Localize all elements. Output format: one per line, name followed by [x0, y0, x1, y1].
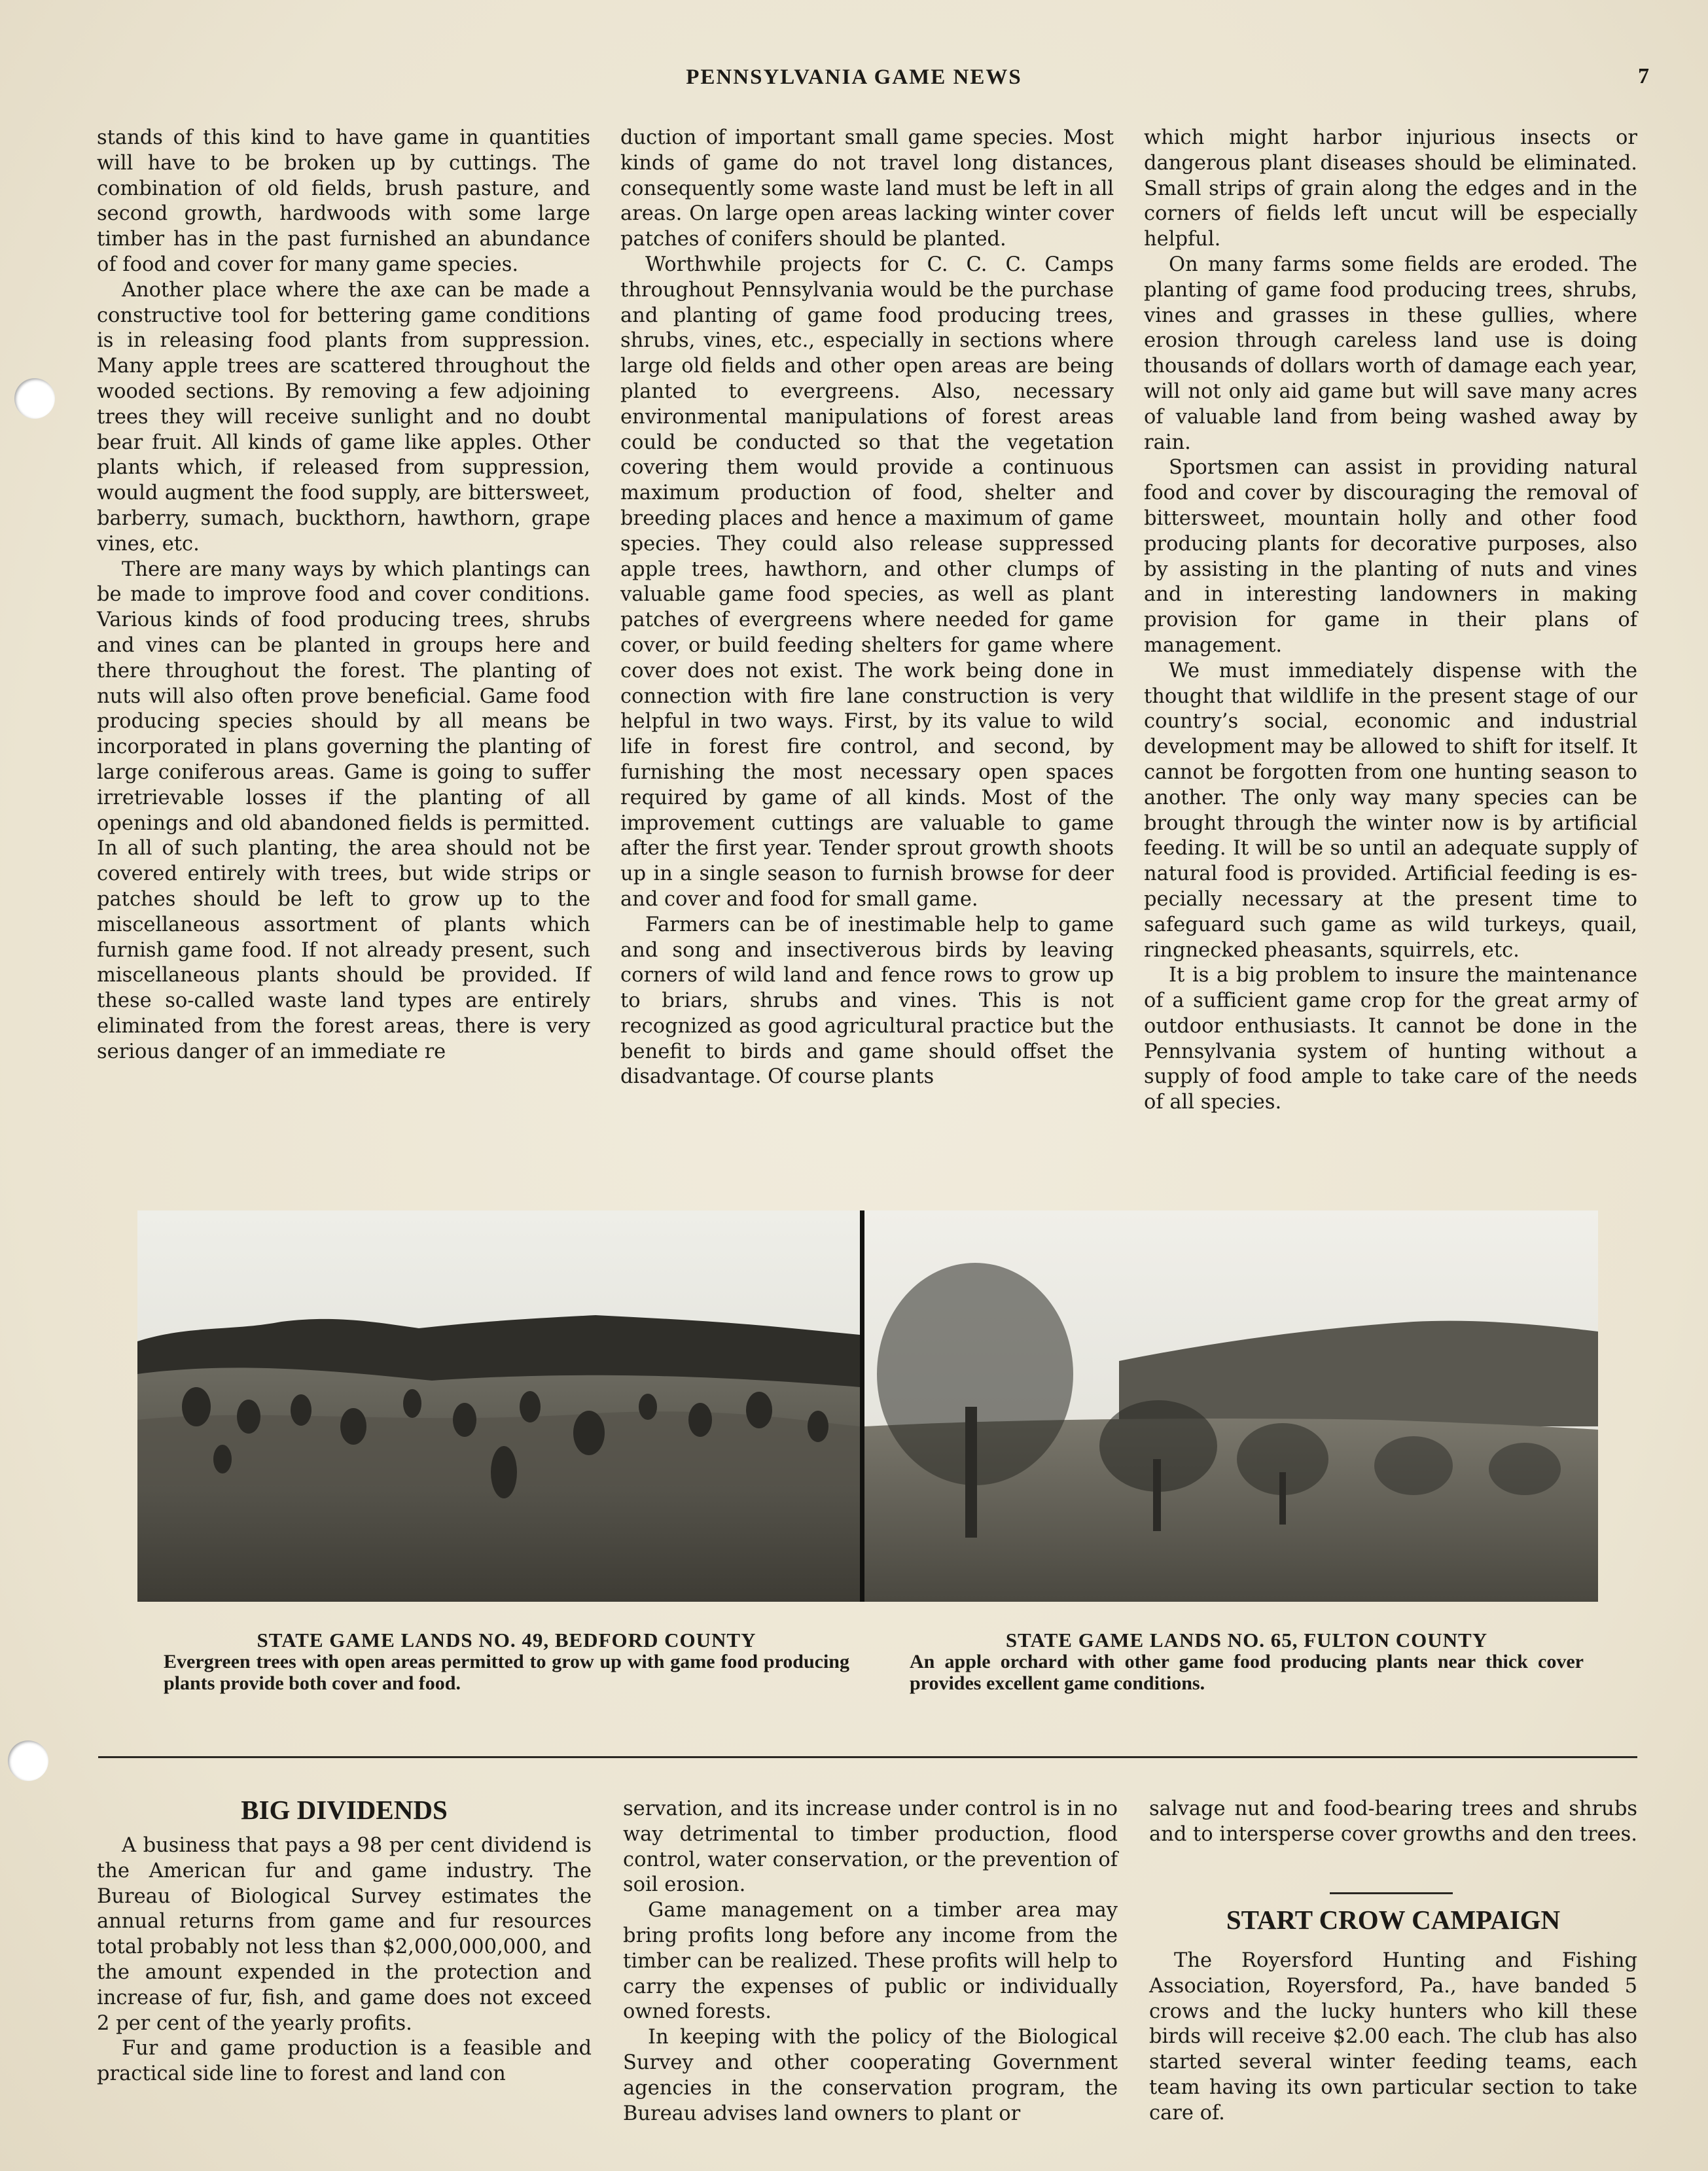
big-dividends-column-3: [1149, 1797, 1637, 1848]
crow-campaign-heading: START CROW CAMPAIGN: [1226, 1905, 1561, 1935]
paragraph: salvage nut and food-bearing trees and shrubs and to intersperse cover growths and den trees.: [1149, 1797, 1637, 1846]
paragraph: There are many ways by which plantings can be made to improve food and cover conditions. Various kinds of food producing trees, shrubs and vines can be planted in groups here and there throughout the forest. The planting of nuts will also often prove beneficial. Game food producing species should by all means be incorporated in plans governing the planting of large coniferous areas. Game is going to suffer irretrievable losses if the planting of all openings and old abandoned fields is permitted. In all of such planting, the area should not be covered entirely with trees, but wide strips or patches should be left to grow up to the miscellaneous assortment of plants which furnish game food. If not already present, such miscellaneous plants should be provided. If these so-called waste land types are entirely eliminated from the forest areas, there is very serious danger of an immediate re: [97, 557, 590, 1063]
big-dividends-column-2: [623, 1797, 1118, 2127]
article-column-2: [620, 126, 1114, 1090]
paragraph: servation, and its increase under control is in no way detrimental to timber production, flood control, water conservation, or the prevention of soil erosion.: [623, 1797, 1118, 1897]
paragraph: In keeping with the policy of the Biological Survey and other cooperating Government agencies in the conservation program, the Bureau advises land owners to plant or: [623, 2026, 1118, 2125]
page-number: 7: [1638, 64, 1649, 88]
article-column-1: [97, 126, 590, 1065]
big-dividends-heading: BIG DIVIDENDS: [241, 1795, 448, 1825]
photo-caption-right: [910, 1629, 1584, 1694]
paragraph: duction of important small game species. Most kinds of game do not travel long distances, consequently some waste land must be left in all areas. On large open areas lacking winter cover patches of conifers should be planted.: [620, 126, 1114, 251]
paragraph: On many farms some fields are eroded. The planting of game food producing trees, shrubs, vines and grasses in these gullies, where erosion through careless land use is doing thousands of dollars worth of damage each year, will not only aid game but will save many acres of valuable land from being washed away by rain.: [1144, 253, 1637, 454]
photo-bedford-county-game-lands: [137, 1210, 1598, 1602]
crow-campaign-article: [1149, 1949, 1637, 2127]
paragraph: stands of this kind to have game in quantities will have to be broken up by cuttings. The combination of old fields, brush pasture, and second growth, hardwoods with some large timber has in the past furnished an abundance of food and cover for many game species.: [97, 126, 590, 276]
article-column-3: [1144, 126, 1637, 1116]
caption-text: An apple orchard with other game food producing plants near thick cover provides excellent game conditions.: [910, 1651, 1584, 1694]
photo-strip: [137, 1210, 1598, 1602]
big-dividends-column-1: [97, 1833, 592, 2087]
short-divider: [1330, 1892, 1453, 1894]
paragraph: A business that pays a 98 per cent dividend is the American fur and game industry. The Bureau of Biological Survey estimates the annual returns from game and fur resources total probably not less than $2,000,000,000, and the amount expended in the protection and increase of fur, fish, and game does not exceed 2 per cent of the yearly profits.: [97, 1834, 592, 2035]
paragraph: which might harbor injurious insects or dangerous plant diseases should be eliminated. Small strips of grain along the edges and in the corners of fields left uncut will be especially helpful.: [1144, 126, 1637, 251]
paragraph: It is a big problem to insure the maintenance of a sufficient game crop for the great army of outdoor enthusiasts. It cannot be done in the Pennsylvania system of hunting without a supply of food ample to take care of the needs of all species.: [1144, 964, 1637, 1114]
photo-divider: [860, 1210, 864, 1602]
caption-title: STATE GAME LANDS NO. 49, BEDFORD COUNTY: [257, 1629, 756, 1651]
caption-text: Evergreen trees with open areas permitted to grow up with game food producing plants provide both cover and food.: [164, 1651, 849, 1694]
paragraph: Sportsmen can assist in providing natural food and cover by discouraging the removal of bittersweet, mountain holly and other food producing plants for decorative purposes, also by assisting in the planting of nuts and vines and in interesting landowners in making provision for game in their plans of management.: [1144, 456, 1637, 657]
paragraph: Game management on a timber area may bring profits long before any income from the timber can be realized. These profits will help to carry the expenses of public or individually owned forests.: [623, 1899, 1118, 2024]
paragraph: Fur and game production is a feasible and practical side line to forest and land con: [97, 2037, 592, 2086]
binder-hole-top: [14, 378, 55, 419]
paragraph: Worthwhile projects for C. C. C. Camps throughout Pennsylvania would be the purchase and planting of game food producing trees, shrubs, vines, etc., especially in sections where large old fields and other open areas are being planted to evergreens. Also, necessary environmental manipulations of forest areas could be conducted so that the vegetation covering them would provide a continuous maximum production of food, shelter and breeding places and hence a maximum of game species. They could also release suppressed apple trees, hawthorn, and other clumps of valuable game food species, as well as plant patches of evergreens where needed for game cover, or build feeding shelters for game where cover does not exist. The work being done in connection with fire lane construction is very helpful in two ways. First, by its value to wild life in forest fire control, and second, by furnishing the most necessary open spaces required by game of all kinds. Most of the improvement cuttings are valuable to game after the first year. Tender sprout growth shoots up in a single season to furnish browse for deer and cover and food for small game.: [620, 253, 1114, 911]
paragraph: Another place where the axe can be made a constructive tool for bettering game conditions is in releasing food plants from suppression. Many apple trees are scattered throughout the wooded sections. By removing a few adjoining trees they will receive sunlight and no doubt bear fruit. All kinds of game like apples. Other plants which, if released from suppression, would augment the food supply, are bittersweet, barberry, sumach, buckthorn, hawthorn, grape vines, etc.: [97, 278, 590, 556]
paragraph: The Royersford Hunting and Fishing Association, Royersford, Pa., have banded 5 crows and the lucky hunters who kill these birds will receive $2.00 each. The club has also started several winter feeding teams, each team having its own particular section to take care of.: [1149, 1949, 1637, 2125]
publication-title: PENNSYLVANIA GAME NEWS: [686, 65, 1022, 89]
photo-caption-left: [164, 1629, 849, 1694]
paragraph: Farmers can be of inestimable help to game and song and insectiverous birds by leaving corners of wild land and fence rows to grow up to briars, shrubs and vines. This is not recognized as good agricultural practice but the benefit to birds and game should offset the disadvantage. Of course plants: [620, 913, 1114, 1089]
section-divider: [98, 1756, 1637, 1758]
binder-hole-bottom: [8, 1740, 48, 1781]
caption-title: STATE GAME LANDS NO. 65, FULTON COUNTY: [1005, 1629, 1488, 1651]
paragraph: We must immediately dispense with the thought that wildlife in the present stage of our country’s social, economic and industrial development may be allowed to shift for itself. It cannot be forgotten from one hunting season to another. The only way many species can be brought through the winter now is by artificial feeding. It will be so until an adequate supply of natural food is provided. Artificial feeding is especially necessary at the present time to safeguard such game as wild turkeys, quail, ringnecked pheasants, squirrels, etc.: [1144, 659, 1637, 962]
